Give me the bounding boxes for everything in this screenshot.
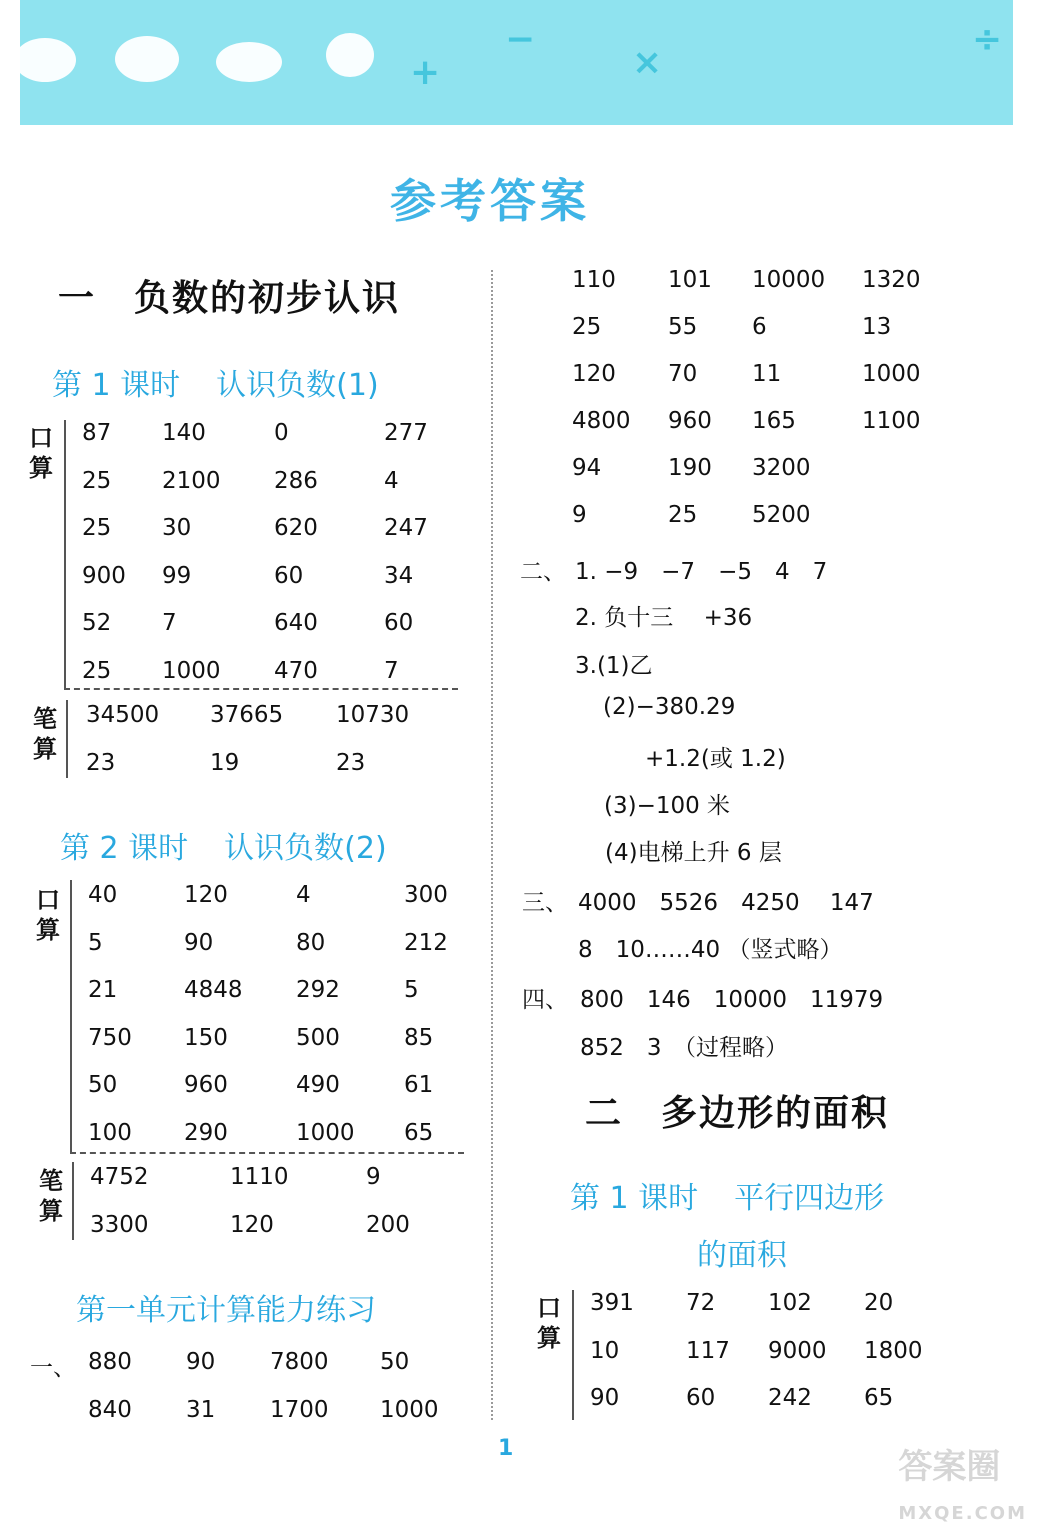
unit1-lesson1-title [52,360,379,404]
answer-line: 1. −9 −7 −5 4 7 [575,559,828,585]
answer-cell: 391 [590,1290,634,1316]
section-separator [70,1152,464,1154]
answer-cell: 102 [768,1290,812,1316]
cloud-decoration [20,38,76,82]
answer-cell: 120 [230,1212,274,1238]
answer-cell: 50 [380,1349,410,1375]
answer-cell: 110 [572,267,616,293]
part4-label: 四、 [522,987,568,1013]
answer-line: (4)电梯上升 6 层 [605,840,782,866]
answer-line: 852 3 （过程略） [580,1035,789,1061]
answer-line: (3)−100 米 [604,793,731,819]
cloud-decoration [326,33,374,77]
answer-line: 4000 5526 4250 147 [578,890,874,916]
answer-cell: 840 [88,1397,132,1423]
answer-cell: 72 [686,1290,716,1316]
answer-cell: 277 [384,420,428,446]
oral-bracket-line [64,420,66,688]
written-bracket-line [66,700,68,778]
answer-cell: 140 [162,420,206,446]
oral-tag: 口算 [29,424,53,482]
answer-cell: 3300 [90,1212,149,1238]
part2-label: 二、 [520,559,566,585]
answer-cell: 31 [186,1397,216,1423]
answer-cell: 94 [572,455,602,481]
unit1-lesson2-title [60,823,387,867]
unit1-heading: 一 负数的初步认识 [58,278,401,319]
lesson-number: 第 1 课时 [52,368,181,403]
lesson-subtitle: 认识负数(1) [216,368,379,403]
answer-cell: 500 [296,1024,340,1051]
answer-cell: 880 [88,1349,132,1375]
answer-cell: 25 [82,657,112,684]
answer-cell: 100 [88,1119,132,1146]
answer-cell: 292 [296,977,340,1003]
answer-cell: 9 [572,502,587,528]
lesson-subtitle: 认识负数(2) [224,831,387,866]
answer-cell: 117 [686,1337,730,1364]
minus-decoration: − [505,19,536,60]
part3-label: 三、 [522,890,568,916]
answer-cell: 9 [366,1164,381,1190]
answer-cell: 85 [404,1024,434,1051]
watermark-logo: 答案圈 MXQE.COM [898,1447,1027,1524]
answer-cell: 120 [572,361,616,387]
answer-cell: 4800 [572,408,631,434]
answer-cell: 30 [162,515,192,541]
answer-cell: 0 [274,420,289,446]
times-decoration: × [632,42,663,83]
answer-cell: 4 [296,882,311,908]
answer-cell: 10730 [336,702,410,728]
cloud-decoration [115,36,179,82]
answer-cell: 242 [768,1385,812,1411]
answer-cell: 150 [184,1024,228,1051]
answer-line: 8 10……40 （竖式略） [578,937,843,963]
answer-cell: 25 [82,515,112,541]
answer-cell: 960 [668,408,712,434]
answer-cell: 190 [668,455,712,481]
answer-cell: 4 [384,467,399,494]
answer-cell: 80 [296,929,326,956]
header-banner [20,0,1013,125]
answer-cell: 1000 [162,657,221,684]
answer-cell: 640 [274,610,318,636]
answer-cell: 290 [184,1119,228,1146]
lesson-number: 第 2 课时 [60,831,189,866]
answer-cell: 11 [752,361,782,387]
answer-cell: 490 [296,1072,340,1098]
divide-decoration: ÷ [972,19,1003,60]
page-number: 1 [498,1436,514,1461]
answer-cell: 470 [274,657,318,684]
answer-cell: 90 [186,1349,216,1375]
unit1-practice-title: 第一单元计算能力练习 [76,1293,376,1328]
answer-cell: 10 [590,1337,620,1364]
answer-line: 800 146 10000 11979 [580,987,884,1013]
answer-cell: 10000 [752,267,826,293]
answer-cell: 1000 [862,361,921,387]
answer-cell: 200 [366,1212,410,1238]
answer-cell: 19 [210,750,240,776]
answer-cell: 247 [384,515,428,541]
answer-cell: 60 [384,610,414,636]
answer-cell: 7800 [270,1349,329,1375]
answer-cell: 4848 [184,977,243,1003]
answer-cell: 60 [686,1385,716,1411]
answer-cell: 50 [88,1072,118,1098]
answer-cell: 52 [82,610,112,636]
answer-cell: 20 [864,1290,894,1316]
answer-cell: 101 [668,267,712,293]
answer-line: 2. 负十三 +36 [575,605,753,631]
answer-cell: 900 [82,562,126,589]
section-separator [64,688,458,690]
answer-cell: 90 [590,1385,620,1411]
answer-cell: 25 [668,502,698,528]
answer-cell: 55 [668,314,698,340]
answer-cell: 6 [752,314,767,340]
answer-line: +1.2(或 1.2) [645,746,786,772]
answer-cell: 21 [88,977,118,1003]
answer-cell: 7 [384,657,399,684]
page-title: 参考答案 [390,174,590,228]
answer-cell: 5200 [752,502,811,528]
answer-cell: 65 [864,1385,894,1411]
lesson-number: 第 1 课时 [570,1181,699,1216]
unit2-lesson1-title [570,1173,884,1217]
answer-cell: 4752 [90,1164,149,1190]
answer-cell: 1000 [380,1397,439,1423]
written-tag: 笔算 [33,705,57,763]
column-divider [491,270,493,1420]
answer-cell: 286 [274,467,318,494]
answer-cell: 1110 [230,1164,289,1190]
answer-cell: 3200 [752,455,811,481]
answer-cell: 1320 [862,267,921,293]
answer-cell: 99 [162,562,192,589]
answer-cell: 60 [274,562,304,589]
cloud-decoration [216,42,282,82]
answer-cell: 61 [404,1072,434,1098]
answer-cell: 65 [404,1119,434,1146]
answer-cell: 13 [862,314,892,340]
answer-cell: 1800 [864,1337,923,1364]
oral-bracket-line [572,1290,574,1420]
answer-cell: 165 [752,408,796,434]
answer-cell: 9000 [768,1337,827,1364]
answer-cell: 1000 [296,1119,355,1146]
answer-cell: 90 [184,929,214,956]
answer-cell: 2100 [162,467,221,494]
oral-bracket-line [70,880,72,1152]
answer-cell: 40 [88,882,118,908]
answer-cell: 34 [384,562,414,589]
answer-cell: 34500 [86,702,160,728]
answer-cell: 120 [184,882,228,908]
answer-cell: 37665 [210,702,284,728]
answer-cell: 87 [82,420,112,446]
answer-line: (2)−380.29 [603,694,736,720]
answer-line: 3.(1)乙 [575,653,653,679]
unit2-heading: 二 多边形的面积 [585,1093,890,1134]
answer-cell: 620 [274,515,318,541]
written-tag: 笔算 [39,1167,63,1225]
answer-cell: 1700 [270,1397,329,1423]
part1-label: 一、 [30,1355,76,1381]
unit2-lesson1-subtitle-line2: 的面积 [697,1238,787,1273]
answer-cell: 25 [82,467,112,494]
answer-cell: 23 [86,750,116,776]
oral-tag: 口算 [537,1294,561,1352]
answer-cell: 23 [336,750,366,776]
lesson-subtitle: 平行四边形 [734,1181,885,1216]
answer-cell: 5 [88,929,103,956]
answer-cell: 750 [88,1024,132,1051]
answer-cell: 70 [668,361,698,387]
answer-cell: 960 [184,1072,228,1098]
answer-cell: 212 [404,929,448,956]
answer-cell: 300 [404,882,448,908]
answer-cell: 25 [572,314,602,340]
plus-decoration: + [410,52,441,93]
oral-tag: 口算 [36,886,60,944]
answer-cell: 5 [404,977,419,1003]
answer-cell: 7 [162,610,177,636]
answer-cell: 1100 [862,408,921,434]
written-bracket-line [72,1162,74,1240]
